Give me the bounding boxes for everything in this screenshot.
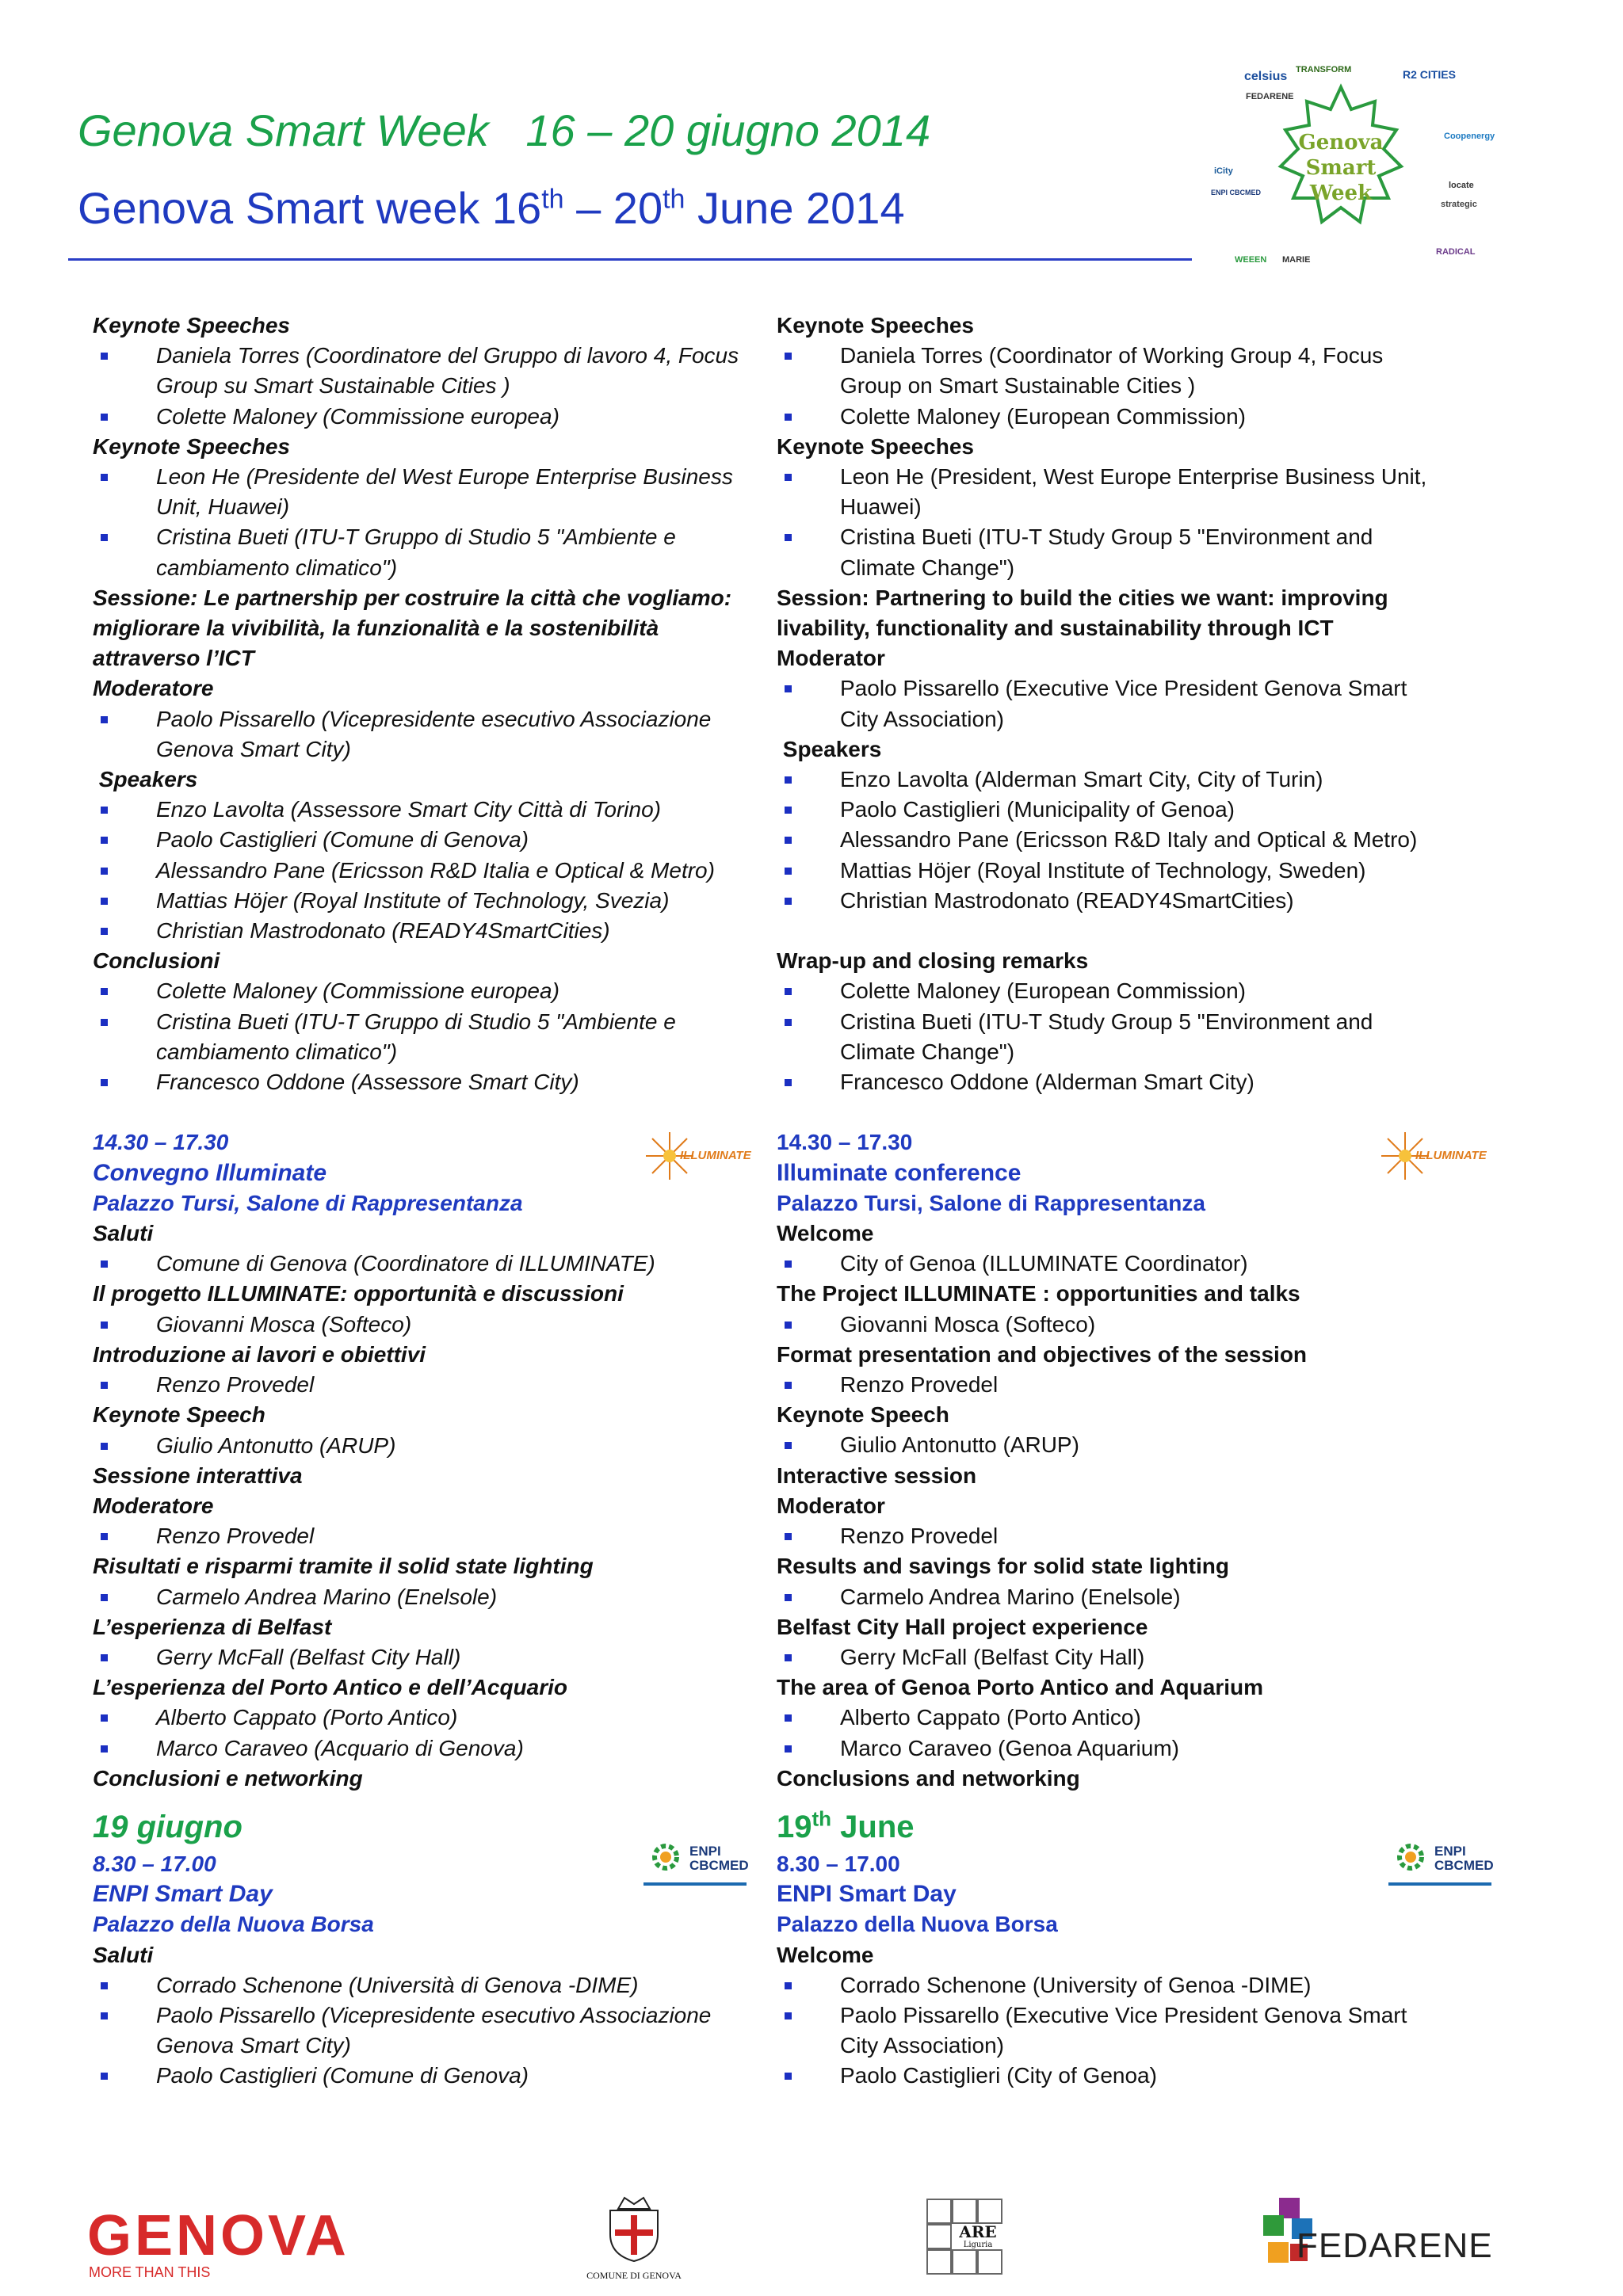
list-item: Mattias Höjer (Royal Institute of Technology, Svezia) xyxy=(93,886,766,916)
list-item: Colette Maloney (Commissione europea) xyxy=(93,976,766,1006)
list-item: Gerry McFall (Belfast City Hall) xyxy=(93,1642,766,1672)
list-item: Giovanni Mosca (Softeco) xyxy=(93,1310,766,1340)
fedarene-logo: FEDARENE xyxy=(1260,2195,1498,2282)
list-item: Renzo Provedel xyxy=(93,1370,766,1400)
event-venue: Palazzo della Nuova Borsa xyxy=(777,1912,1058,1937)
enpi-cbcmed-logo-icon: ENPI CBCMED xyxy=(1388,1832,1499,1895)
list-item: Renzo Provedel xyxy=(777,1521,1450,1551)
event-venue: Palazzo Tursi, Salone di Rappresentanza xyxy=(93,1190,523,1215)
partner-logo: RADICAL xyxy=(1436,247,1476,257)
svg-text:Liguria: Liguria xyxy=(963,2241,993,2249)
partner-logo: locate xyxy=(1449,181,1474,190)
list-item: Marco Caraveo (Genoa Aquarium) xyxy=(777,1733,1450,1764)
section-heading: Keynote Speech xyxy=(93,1402,265,1428)
program-english xyxy=(777,311,1450,2092)
section-heading: Welcome xyxy=(777,1221,874,1246)
partner-logo: R2 CITIES xyxy=(1403,68,1456,81)
event-venue: Palazzo Tursi, Salone di Rappresentanza xyxy=(777,1190,1205,1215)
list-item: Alessandro Pane (Ericsson R&D Italia e Optical & Metro) xyxy=(93,856,766,886)
event-title: Convegno Illuminate xyxy=(93,1159,327,1186)
list-item: Christian Mastrodonato (READY4SmartCities) xyxy=(777,886,1450,916)
section-heading: Moderator xyxy=(777,646,885,671)
partner-logo: celsius xyxy=(1244,70,1288,83)
list-item: Colette Maloney (European Commission) xyxy=(777,976,1450,1006)
list-item: Leon He (President, West Europe Enterprise Business Unit, Huawei) xyxy=(777,462,1450,522)
enpi-cbcmed-logo-icon: ENPI CBCMED xyxy=(643,1832,754,1895)
section-heading: L’esperienza del Porto Antico e dell’Acquario xyxy=(93,1675,568,1700)
list-item: Cristina Bueti (ITU-T Gruppo di Studio 5 "Ambiente e cambiamento climatico") xyxy=(93,1007,766,1067)
partner-logo: WEEEN xyxy=(1235,255,1267,265)
section-heading: Interactive session xyxy=(777,1463,977,1488)
list-item: Comune di Genova (Coordinatore di ILLUMINATE) xyxy=(93,1249,766,1279)
section-heading: Conclusioni xyxy=(93,948,220,974)
section-heading: Sessione interattiva xyxy=(93,1463,303,1488)
day-heading: 19th June xyxy=(777,1806,915,1844)
list-item: Giulio Antonutto (ARUP) xyxy=(93,1431,766,1461)
section-heading: Moderator xyxy=(777,1493,885,1518)
logo-line-2: Smart xyxy=(1305,156,1377,180)
list-item: Gerry McFall (Belfast City Hall) xyxy=(777,1642,1450,1672)
list-item: Renzo Provedel xyxy=(777,1370,1450,1400)
illuminate-logo-icon: ILLUMINATE xyxy=(1377,1128,1480,1184)
section-heading: Keynote Speeches xyxy=(777,433,974,459)
title-english: Genova Smart week 16th – 20th June 2014 xyxy=(78,183,905,233)
list-item: Leon He (Presidente del West Europe Enterprise Business Unit, Huawei) xyxy=(93,462,766,522)
list-item: Francesco Oddone (Alderman Smart City) xyxy=(777,1067,1450,1097)
list-item: Francesco Oddone (Assessore Smart City) xyxy=(93,1067,766,1097)
list-item: Enzo Lavolta (Alderman Smart City, City of Turin) xyxy=(777,765,1450,795)
list-item: Paolo Castiglieri (Comune di Genova) xyxy=(93,2061,766,2091)
list-item: Christian Mastrodonato (READY4SmartCities) xyxy=(93,916,766,946)
section-heading: Saluti xyxy=(93,1221,154,1246)
list-item: Paolo Pissarello (Executive Vice President Genova Smart City Association) xyxy=(777,2000,1450,2061)
list-item: Paolo Pissarello (Vicepresidente esecutivo Associazione Genova Smart City) xyxy=(93,704,766,765)
event-title: ENPI Smart Day xyxy=(777,1881,957,1908)
section-heading: Format presentation and objectives of the session xyxy=(777,1341,1308,1367)
list-item: Daniela Torres (Coordinatore del Gruppo di lavoro 4, Focus Group su Smart Sustainable Cities ) xyxy=(93,341,766,401)
page-header xyxy=(78,103,930,158)
list-item: Colette Maloney (Commissione europea) xyxy=(93,402,766,432)
partner-logo: iCity xyxy=(1214,166,1233,176)
illuminate-logo-icon: ILLUMINATE xyxy=(642,1128,745,1184)
list-item: Giovanni Mosca (Softeco) xyxy=(777,1310,1450,1340)
day-heading: 19 giugno xyxy=(93,1809,242,1844)
logo-line-3: Week xyxy=(1309,181,1373,205)
section-heading: Keynote Speech xyxy=(777,1402,949,1428)
list-item: Corrado Schenone (Università di Genova -DIME) xyxy=(93,1970,766,2000)
section-heading: Speakers xyxy=(777,736,882,761)
section-heading: Speakers xyxy=(93,767,198,792)
section-heading: The area of Genoa Porto Antico and Aquarium xyxy=(777,1675,1263,1700)
are-liguria-logo-icon xyxy=(926,2198,1005,2277)
partner-logo: MARIE xyxy=(1282,255,1311,265)
list-item: Mattias Höjer (Royal Institute of Technology, Sweden) xyxy=(777,856,1450,886)
section-heading: Risultati e risparmi tramite il solid state lighting xyxy=(93,1554,594,1579)
list-item: Carmelo Andrea Marino (Enelsole) xyxy=(777,1582,1450,1612)
genova-smart-week-logo xyxy=(1189,48,1494,285)
header-divider xyxy=(68,258,1192,261)
session-time: 14.30 – 17.30 xyxy=(93,1130,229,1155)
list-item: Alberto Cappato (Porto Antico) xyxy=(777,1703,1450,1733)
section-heading: Moderatore xyxy=(93,1493,214,1518)
section-heading: Introduzione ai lavori e obiettivi xyxy=(93,1341,426,1367)
partner-logo: TRANSFORM xyxy=(1296,65,1352,74)
section-heading: Wrap-up and closing remarks xyxy=(777,948,1089,974)
session-time: 8.30 – 17.00 xyxy=(93,1851,216,1876)
section-heading: Conclusioni e networking xyxy=(93,1765,363,1791)
section-heading: The Project ILLUMINATE : opportunities and talks xyxy=(777,1281,1300,1306)
list-item: Cristina Bueti (ITU-T Study Group 5 "Environment and Climate Change") xyxy=(777,1007,1450,1067)
list-item: City of Genoa (ILLUMINATE Coordinator) xyxy=(777,1249,1450,1279)
session-title: Sessione: Le partnership per costruire la città che vogliamo: migliorare la vivibilità, la funzionalità e la sostenibilità attraverso l’ICT xyxy=(93,585,732,671)
svg-text:ARE: ARE xyxy=(959,2222,997,2241)
list-item: Cristina Bueti (ITU-T Gruppo di Studio 5 "Ambiente e cambiamento climatico") xyxy=(93,522,766,582)
list-item: Cristina Bueti (ITU-T Study Group 5 "Environment and Climate Change") xyxy=(777,522,1450,582)
comune-di-genova-crest-icon xyxy=(586,2195,682,2282)
section-heading: Saluti xyxy=(93,1942,154,1967)
section-heading: Keynote Speeches xyxy=(93,433,290,459)
list-item: Enzo Lavolta (Assessore Smart City Città di Torino) xyxy=(93,795,766,825)
session-time: 14.30 – 17.30 xyxy=(777,1130,913,1155)
session-title: Session: Partnering to build the cities we want: improving livability, functionality and sustainability through ICT xyxy=(777,585,1388,641)
partner-logo: FEDARENE xyxy=(1246,92,1294,101)
section-heading: Welcome xyxy=(777,1942,874,1967)
list-item: Paolo Castiglieri (Comune di Genova) xyxy=(93,825,766,855)
list-item: Paolo Castiglieri (City of Genoa) xyxy=(777,2061,1450,2091)
list-item: Paolo Pissarello (Executive Vice President Genova Smart City Association) xyxy=(777,673,1450,734)
genova-logo: GENOVA xyxy=(87,2204,349,2267)
list-item: Renzo Provedel xyxy=(93,1521,766,1551)
session-time: 8.30 – 17.00 xyxy=(777,1851,900,1876)
logo-line-1: Genova xyxy=(1298,131,1384,154)
section-heading: Il progetto ILLUMINATE: opportunità e discussioni xyxy=(93,1281,624,1306)
section-heading: Keynote Speeches xyxy=(777,313,974,338)
list-item: Alberto Cappato (Porto Antico) xyxy=(93,1703,766,1733)
list-item: Corrado Schenone (University of Genoa -DIME) xyxy=(777,1970,1450,2000)
comune-caption: COMUNE DI GENOVA xyxy=(586,2270,682,2281)
event-venue: Palazzo della Nuova Borsa xyxy=(93,1912,374,1937)
section-heading: Results and savings for solid state lighting xyxy=(777,1554,1229,1579)
event-title: ENPI Smart Day xyxy=(93,1881,273,1908)
section-heading: Conclusions and networking xyxy=(777,1765,1080,1791)
genova-tagline: MORE THAN THIS xyxy=(89,2264,211,2280)
section-heading: L’esperienza di Belfast xyxy=(93,1614,332,1639)
list-item: Paolo Pissarello (Vicepresidente esecutivo Associazione Genova Smart City) xyxy=(93,2000,766,2061)
list-item: Colette Maloney (European Commission) xyxy=(777,402,1450,432)
list-item: Alessandro Pane (Ericsson R&D Italy and Optical & Metro) xyxy=(777,825,1450,855)
partner-logo: ENPI CBCMED xyxy=(1211,189,1262,196)
section-heading: Keynote Speeches xyxy=(93,313,290,338)
title-italian: Genova Smart Week 16 – 20 giugno 2014 xyxy=(78,105,931,155)
section-heading: Moderatore xyxy=(93,676,214,701)
partner-logo: strategic xyxy=(1441,200,1477,209)
program-italian xyxy=(93,311,766,2092)
section-heading: Belfast City Hall project experience xyxy=(777,1614,1148,1639)
list-item: Marco Caraveo (Acquario di Genova) xyxy=(93,1733,766,1764)
list-item: Giulio Antonutto (ARUP) xyxy=(777,1430,1450,1460)
list-item: Paolo Castiglieri (Municipality of Genoa) xyxy=(777,795,1450,825)
list-item: Daniela Torres (Coordinator of Working Group 4, Focus Group on Smart Sustainable Cities ) xyxy=(777,341,1450,401)
footer-logos xyxy=(0,2187,1623,2282)
partner-logo: Coopenergy xyxy=(1444,132,1495,141)
event-title: Illuminate conference xyxy=(777,1159,1022,1186)
list-item: Carmelo Andrea Marino (Enelsole) xyxy=(93,1582,766,1612)
